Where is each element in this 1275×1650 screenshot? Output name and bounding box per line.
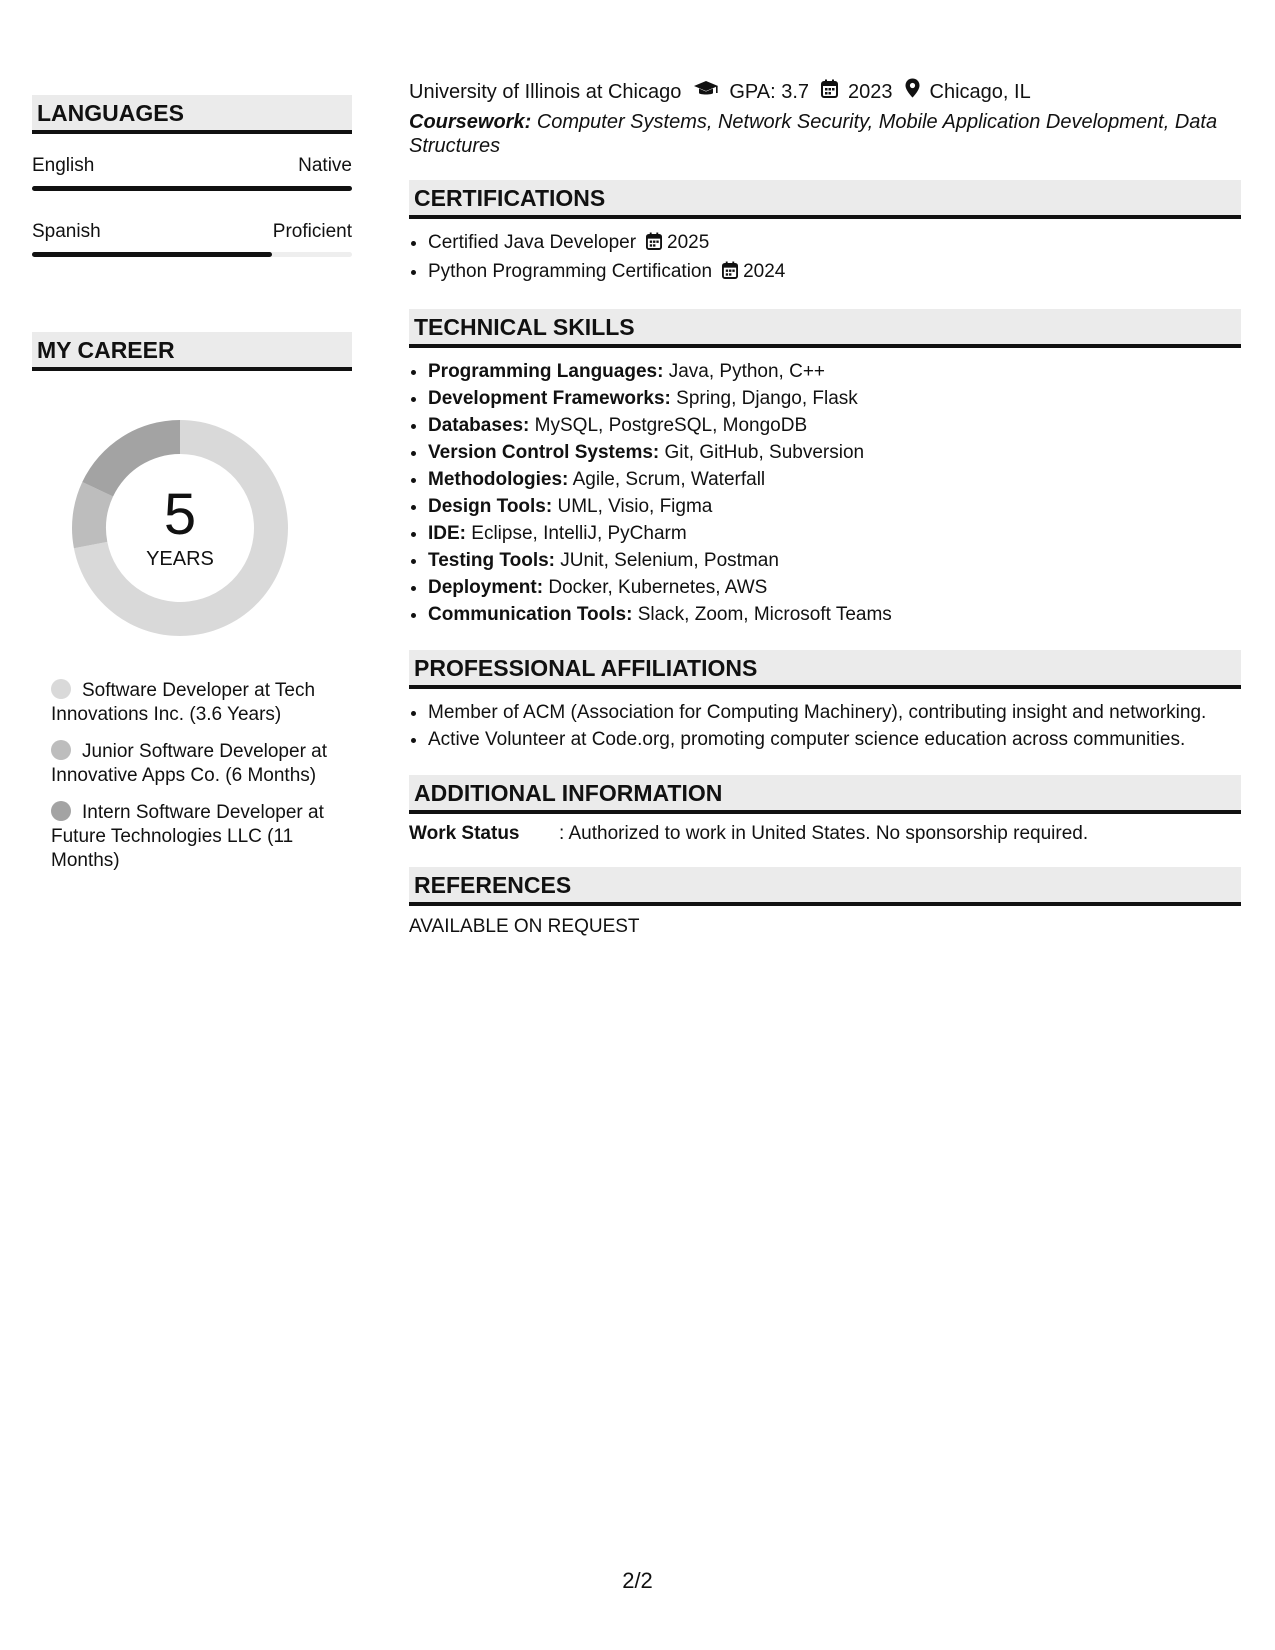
career-role-label: Intern Software Developer at Future Technologies LLC (11 Months) [51,802,324,871]
skill-value: Git, GitHub, Subversion [664,442,865,463]
language-proficiency-bar [32,252,352,257]
work-status-row [409,823,1241,845]
calendar-icon [821,79,838,105]
skill-value: JUnit, Selenium, Postman [560,550,779,571]
language-name: Spanish [32,221,101,242]
page-number: 2/2 [622,1568,653,1593]
skill-item [428,520,1241,547]
affiliations-section [409,650,1241,753]
skill-item [428,439,1241,466]
career-total [65,413,295,643]
skill-value: Java, Python, C++ [668,361,826,382]
legend-dot-icon [51,801,71,821]
skill-item [428,601,1241,628]
skills-section [409,309,1241,628]
career-role-label: Software Developer at Tech Innovations Inc. (3.6 Years) [51,680,316,725]
school-name: University of Illinois at Chicago [409,80,682,103]
skill-label: Communication Tools: [428,604,633,625]
language-level: Proficient [272,221,352,242]
skill-value: Eclipse, IntelliJ, PyCharm [471,523,687,544]
skill-value: Spring, Django, Flask [676,388,858,409]
skill-item [428,574,1241,601]
coursework [409,110,1241,158]
coursework-list: Computer Systems, Network Security, Mobile Application Development, Data Structures [409,111,1218,157]
language-item-english [32,155,352,191]
skill-value: MySQL, PostgreSQL, MongoDB [534,415,808,436]
career-total-unit: YEARS [146,547,214,570]
calendar-icon [646,231,662,258]
additional-info-heading: ADDITIONAL INFORMATION [409,775,1241,814]
language-proficiency-fill [32,252,272,257]
certification-name: Certified Java Developer [428,232,637,253]
skill-item [428,493,1241,520]
language-level: Native [298,155,352,176]
affiliations-heading: PROFESSIONAL AFFILIATIONS [409,650,1241,689]
graduation-year: 2023 [848,80,893,103]
skills-heading: TECHNICAL SKILLS [409,309,1241,348]
skill-item [428,385,1241,412]
location-pin-icon [905,78,920,105]
certification-year: 2025 [667,232,710,253]
coursework-label: Coursework: [409,111,532,133]
career-total-number: 5 [163,481,197,547]
certification-name: Python Programming Certification [428,261,713,282]
skill-label: Testing Tools: [428,550,556,571]
references-section [409,867,1241,938]
affiliation-item: • Member of ACM (Association for Computing Machinery), contributing insight and networking. [428,699,1241,726]
language-name: English [32,155,95,176]
skill-label: Design Tools: [428,496,553,517]
references-text: AVAILABLE ON REQUEST [409,916,640,937]
skill-value: UML, Visio, Figma [557,496,713,517]
references-heading: REFERENCES [409,867,1241,906]
skill-label: Databases: [428,415,530,436]
certifications-section [409,180,1241,287]
certifications-heading: CERTIFICATIONS [409,180,1241,219]
affiliation-item: • Active Volunteer at Code.org, promoting computer science education across communities. [428,726,1241,753]
work-status-label: Work Status [409,823,520,844]
skill-value: Slack, Zoom, Microsoft Teams [637,604,892,625]
skill-value: Docker, Kubernetes, AWS [548,577,768,598]
skill-label: Methodologies: [428,469,569,490]
right-column [409,78,1241,938]
calendar-icon [722,260,738,287]
language-proficiency-bar [32,186,352,191]
school-location: Chicago, IL [929,80,1031,103]
certification-item [428,258,1241,287]
language-item-spanish [32,221,352,257]
skill-item [428,466,1241,493]
gpa: GPA: 3.7 [729,80,810,103]
skill-label: Development Frameworks: [428,388,671,409]
language-proficiency-fill [32,186,352,191]
skill-label: Programming Languages: [428,361,664,382]
career-legend-item [51,801,352,873]
certification-year: 2024 [743,261,786,282]
career-legend-item [51,740,352,788]
certification-item [428,229,1241,258]
work-status-value: : Authorized to work in United States. No sponsorship required. [559,823,1089,844]
career-legend [32,679,352,873]
skill-item [428,547,1241,574]
skill-label: Version Control Systems: [428,442,660,463]
legend-dot-icon [51,679,71,699]
career-donut-chart [65,413,295,643]
career-legend-item [51,679,352,727]
skill-value: Agile, Scrum, Waterfall [572,469,766,490]
career-role-label: Junior Software Developer at Innovative Apps Co. (6 Months) [51,741,328,786]
skill-item [428,412,1241,439]
skill-label: Deployment: [428,577,544,598]
skill-item [428,358,1241,385]
legend-dot-icon [51,740,71,760]
languages-heading: LANGUAGES [32,95,352,134]
graduation-cap-icon [693,79,719,105]
additional-info-section [409,775,1241,845]
career-heading: MY CAREER [32,332,352,371]
education-line [409,78,1241,105]
skill-label: IDE: [428,523,466,544]
left-column [32,95,352,886]
